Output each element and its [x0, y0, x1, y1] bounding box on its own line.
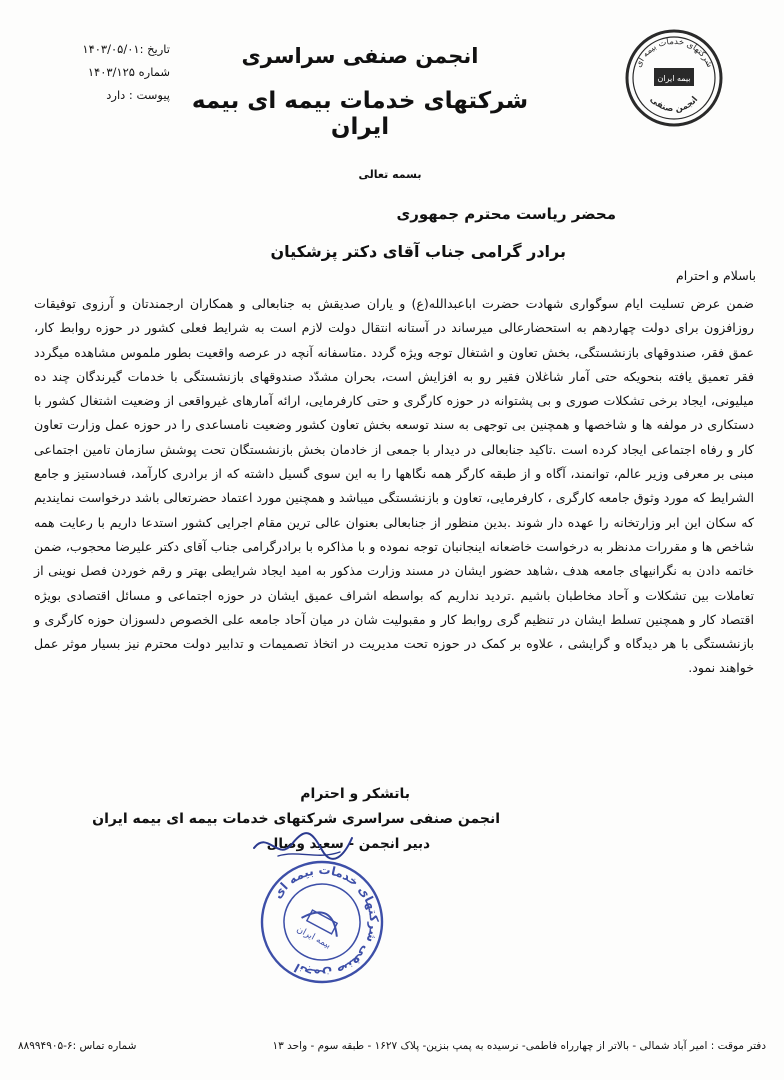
- association-stamp: [258, 858, 386, 986]
- greeting: باسلام و احترام: [675, 268, 756, 283]
- org-title-line-1: انجمن صنفی سراسری: [241, 44, 479, 68]
- seal-top-text: شرکتهای خدمات بیمه ای: [633, 36, 715, 70]
- letter-meta: [30, 38, 170, 107]
- salutation-line-2: برادر گرامی جناب آقای دکتر پزشکیان: [270, 242, 566, 261]
- letter-attachment: پیوست : دارد: [106, 88, 170, 102]
- stamp-ring-text: انجمن صنفی شرکتهای خدمات بیمه ای: [270, 862, 382, 982]
- closing-org-name: انجمن صنفی سراسری شرکتهای خدمات بیمه ای بیمه ایران: [92, 811, 500, 827]
- salutation-line-1: محضر ریاست محترم جمهوری: [396, 205, 616, 223]
- letter-number: شماره ۱۴۰۳/۱۲۵: [87, 65, 170, 79]
- letter-date: تاریخ :۱۴۰۳/۰۵/۰۱: [82, 42, 170, 56]
- closing-signatory: دبیر انجمن - سعید وصال: [266, 836, 430, 852]
- letter-body: ضمن عرض تسلیت ایام سوگواری شهادت حضرت اباعبدالله(ع) و یاران صدیقش به جنابعالی و همکاران ارجمندتان و آرزوی توفیقات روزافزون برای دولت چهاردهم به استحضارعالی میرساند در آستانه انتقال دولت لازم است به شرایط فعلی کشور در حوزه روابط کار، عمق فقر، صندوقهای بازنشستگی، بخش تعاون و اشتغال توجه ویژه گردد .متاسفانه آنچه در عرصه واقعیت بطور ملموس مشاهده میگردد فقر تعمیق یافته بنحویکه حتی آمار شاغلان فقیر رو به افزایش است، بحران مشدّد صندوقهای بازنشستگی با خدمات گیرندگان چند ده میلیونی، ایجاد برخی تشکلات صوری و بی پشتوانه در حوزه کارگری و حتی کارفرمایی، ارائه آمارهای غیرواقعی از وضعیت اشتغال کشور با دستکاری در مولفه ها و شاخصها و همچنین بی توجهی به سند توسعه بخش تعاون کشور وضعیت نامساعدی را در حوزه عمل وزارت تعاون کار و رفاه اجتماعی ایجاد کرده است .تاکید جنابعالی در دیدار با جمعی از خادمان بخش بازنشستگان تحت پوشش سازمان تامین اجتماعی مبنی بر معرفی وزیر عالم، توانمند، آگاه و از طبقه کارگر همه نگاهها را به این سوی گسیل داشته که از برادری کارآمد، فسادستیز و جامع الشرایط که مورد وثوق جامعه کارگری ، کارفرمایی، تعاون و بازنشستگی میباشد و همچنین مورد اعتماد حضرتعالی باشد درخواست نمایندیم که سکان این ابر وزارتخانه را عهده دار شوند .بدین منظور از جنابعالی بعنوان عالی ترین مقام اجرایی کشور استدعا داریم با رعایت همه شاخص ها و مقررات مدنظر به درخواست خاضعانه اینجانبان توجه نموده و با مذاکره با برادرگرامی جناب آقای دکتر علیرضا محجوب، ضمن خاتمه دادن به نگرانیهای جامعه هدف ،شاهد حضور ایشان در مسند وزارت مذکور به امید ایجاد شرایطی بهتر و رقم خوردن فصل نوینی از تعاملات بین تشکلات و آحاد مخاطبان باشیم .تردید نداریم که بواسطه اشراف عمیق ایشان در حوزه اجتماعی و مسائل اقتصادی بویژه اقتصاد کار و همچنین تسلط ایشان در تنظیم گری روابط کار و مقبولیت شان در میان آحاد جامعه علی الخصوص دلسوزان حوزه کارگری و بازنشستگی با هر دیدگاه و گرایشی ، علاوه بر کمک در حوزه تحت مدیریت در اتخاذ تصمیمات و تدابیر دولت محترم نیز بسیار موثر عمل خواهند نمود.: [34, 296, 754, 676]
- bismillah: بسمه تعالی: [358, 168, 422, 181]
- svg-text:انجمن صنفی شرکتهای خدمات بیمه: [258, 858, 386, 986]
- letter-footer: [18, 1040, 766, 1052]
- association-logo-seal: [624, 28, 724, 128]
- org-title-line-2: شرکتهای خدمات بیمه ای بیمه ایران: [191, 88, 529, 140]
- footer-phone: شماره تماس :۶-۸۸۹۹۴۹۰۵: [18, 1040, 137, 1052]
- closing-thanks: باتشکر و احترام: [300, 786, 410, 802]
- seal-bottom-text: انجمن صنفی: [647, 94, 701, 115]
- seal-center-text: بیمه ایران: [657, 74, 691, 83]
- svg-text:انجمن صنفی: [648, 95, 700, 115]
- footer-address: دفتر موقت : امیر آباد شمالی - بالاتر از چهارراه فاطمی- نرسیده به پمپ بنزین- پلاک ۱۶۲۷ - طبقه سوم - واحد ۱۳: [272, 1040, 766, 1052]
- stamp-center-text: بیمه ایران: [294, 924, 333, 952]
